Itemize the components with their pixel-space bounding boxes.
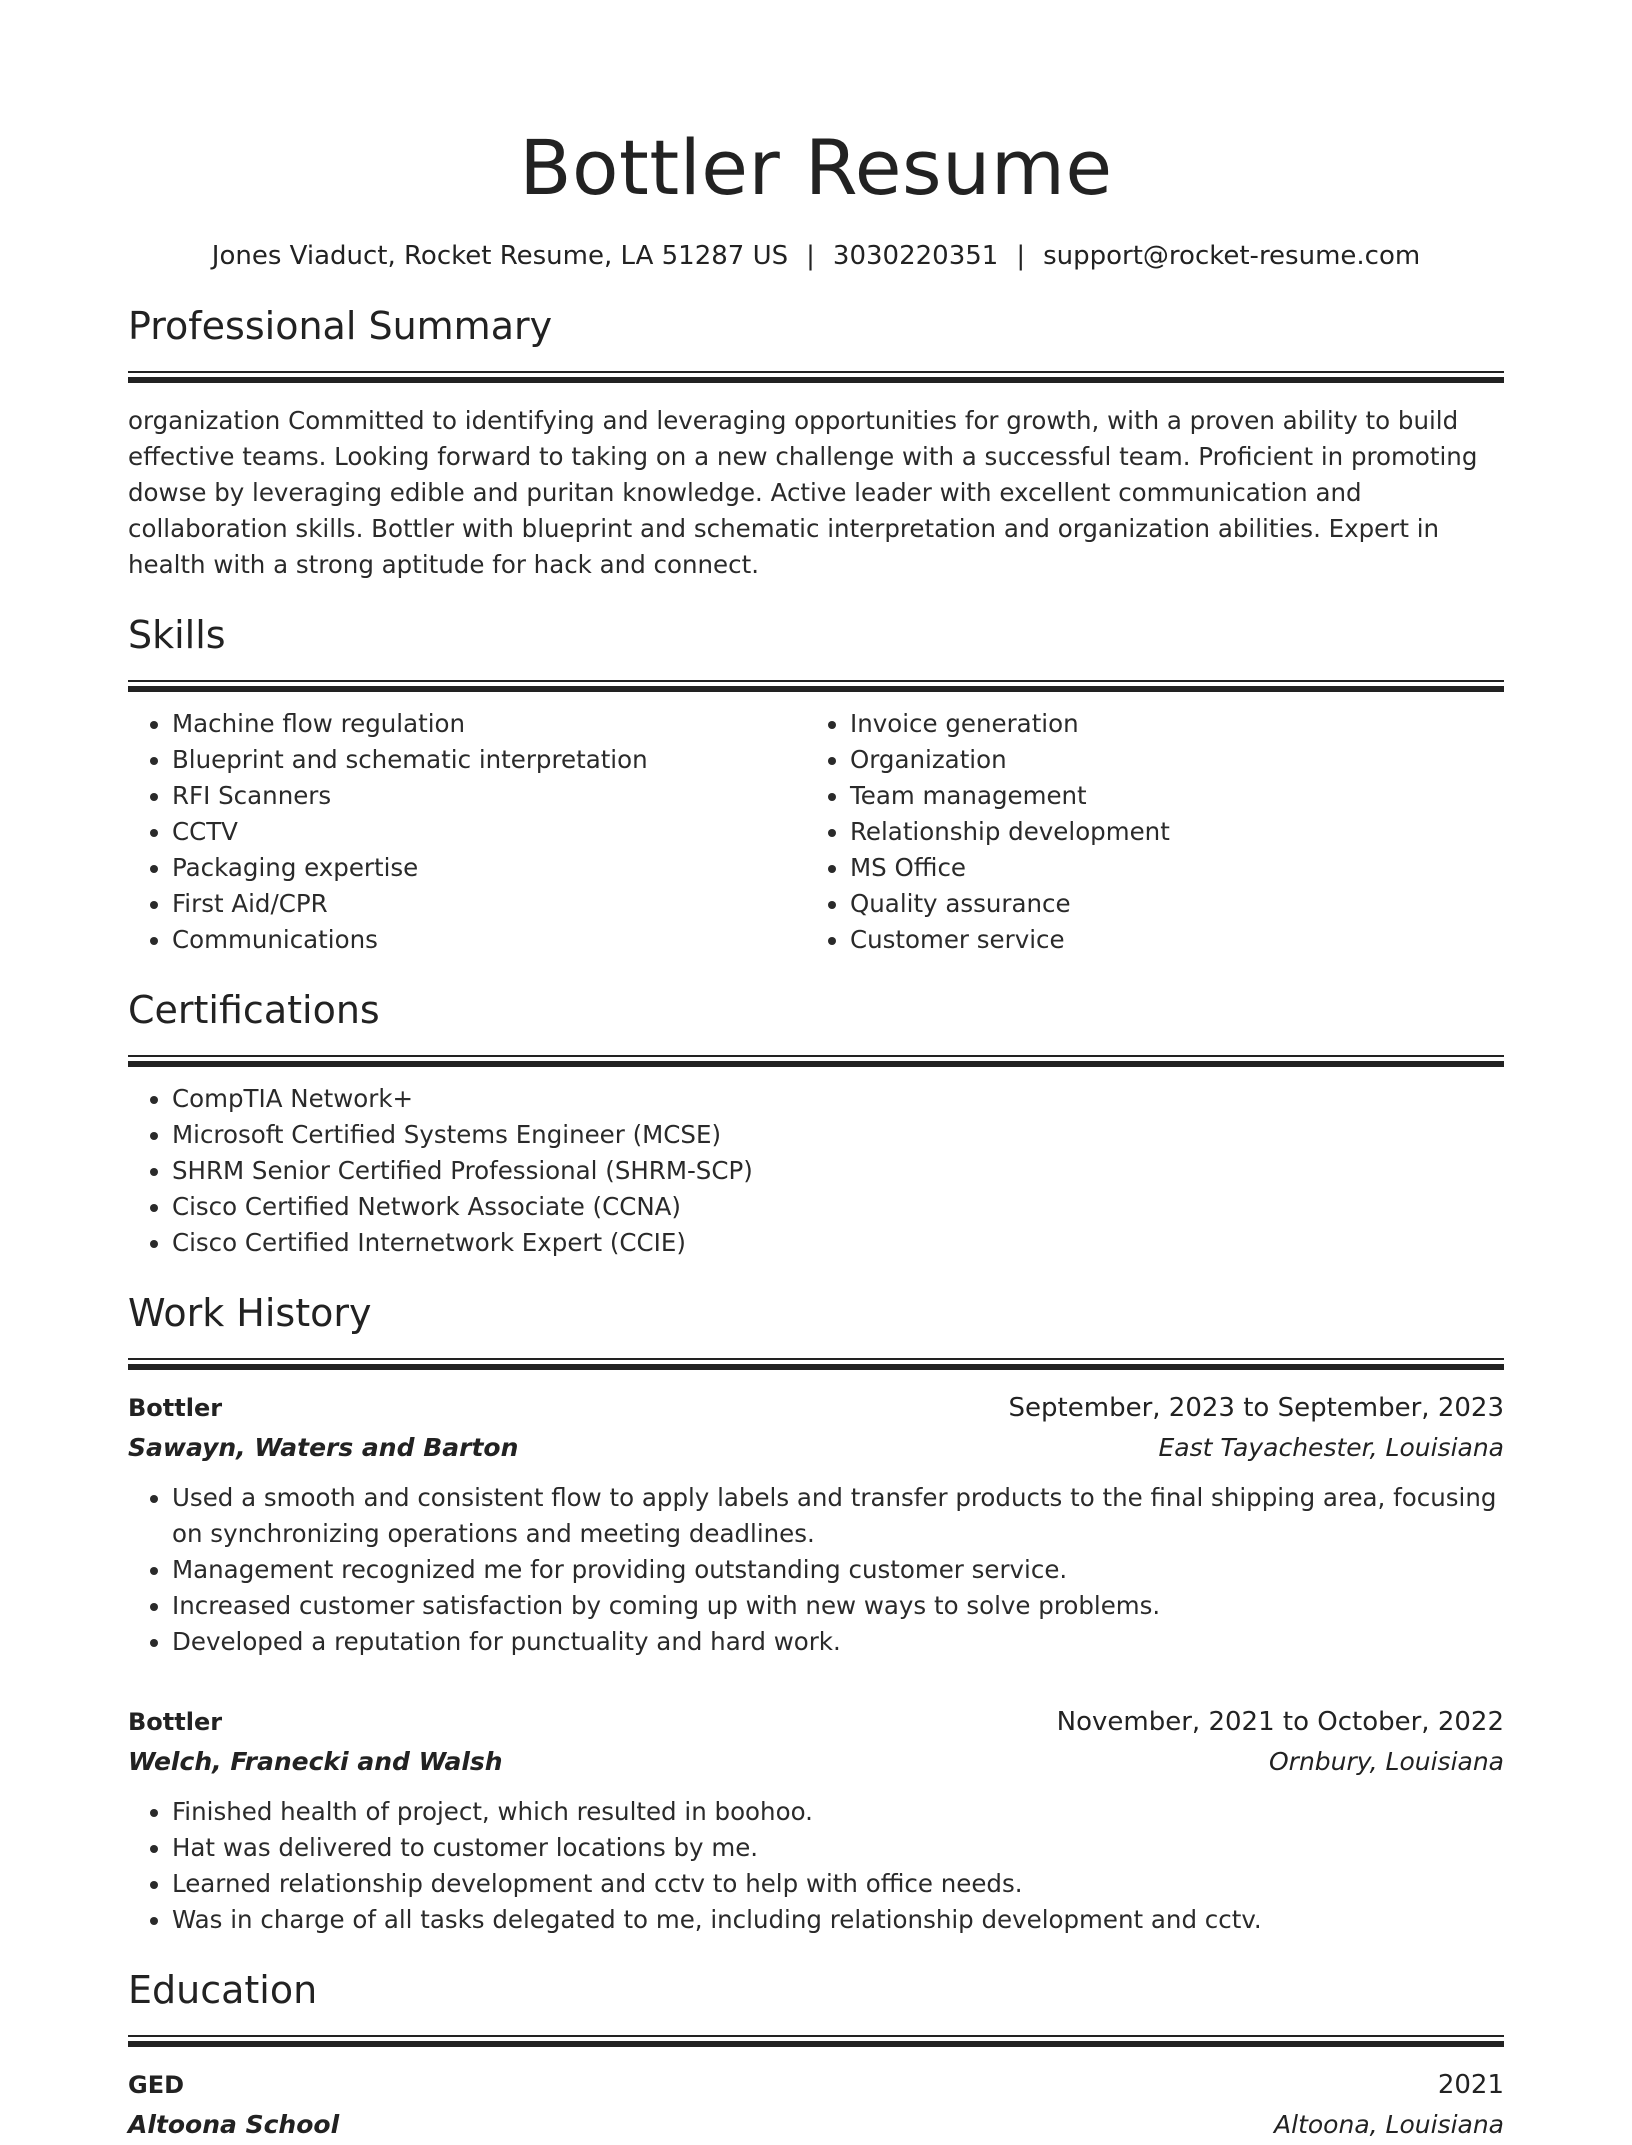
job-entry <box>128 1388 1504 1660</box>
skill-item: • Organization <box>850 742 1482 778</box>
education-section <box>128 1964 1504 2145</box>
certification-item: • Cisco Certified Network Associate (CCNA) <box>172 1189 1504 1225</box>
skill-item: • Communications <box>172 922 806 958</box>
job-company: Sawayn, Waters and Barton <box>128 1433 519 1462</box>
contact-phone: 3030220351 <box>832 241 999 271</box>
skill-item: • Packaging expertise <box>172 850 806 886</box>
contact-email: support@rocket-resume.com <box>1043 241 1421 271</box>
job-company: Welch, Franecki and Walsh <box>128 1747 503 1776</box>
job-entry <box>128 1702 1504 1938</box>
section-divider <box>128 2035 1504 2045</box>
skill-item: • Blueprint and schematic interpretation <box>172 742 806 778</box>
skill-item: • RFI Scanners <box>172 778 806 814</box>
education-entry <box>128 2065 1504 2145</box>
job-title: Bottler <box>128 1708 223 1736</box>
skill-item: • Customer service <box>850 922 1482 958</box>
section-heading-certifications: Certifications <box>128 988 380 1032</box>
job-dates: November, 2021 to October, 2022 <box>1056 1707 1504 1737</box>
skill-item: • First Aid/CPR <box>172 886 806 922</box>
job-bullet: • Used a smooth and consistent flow to apply labels and transfer products to the final shipping area, focusing on synchronizing operations and meeting deadlines. <box>172 1480 1504 1552</box>
skill-item: • MS Office <box>850 850 1482 886</box>
job-location: East Tayachester, Louisiana <box>1158 1433 1504 1462</box>
education-school: Altoona School <box>128 2110 340 2139</box>
job-bullet: • Hat was delivered to customer locations by me. <box>172 1830 1504 1866</box>
contact-separator: | <box>806 241 815 271</box>
job-bullet: • Was in charge of all tasks delegated to me, including relationship development and cctv. <box>172 1902 1504 1938</box>
education-school-row <box>128 2105 1504 2145</box>
certification-item: • SHRM Senior Certified Professional (SHRM-SCP) <box>172 1153 1504 1189</box>
job-company-row <box>128 1428 1504 1468</box>
job-bullets <box>128 1794 1504 1938</box>
skill-item: • Machine flow regulation <box>172 706 806 742</box>
contact-line <box>128 238 1504 274</box>
section-divider <box>128 371 1504 381</box>
job-bullet: • Learned relationship development and cctv to help with office needs. <box>172 1866 1504 1902</box>
certification-item: • Cisco Certified Internetwork Expert (CCIE) <box>172 1225 1504 1261</box>
certification-item: • CompTIA Network+ <box>172 1081 1504 1117</box>
job-bullet: • Developed a reputation for punctuality and hard work. <box>172 1624 1504 1660</box>
education-degree-row <box>128 2065 1504 2105</box>
job-bullet: • Management recognized me for providing outstanding customer service. <box>172 1552 1504 1588</box>
summary-section <box>128 300 1504 583</box>
education-year: 2021 <box>1437 2070 1504 2100</box>
resume-page <box>128 0 1504 2145</box>
education-location: Altoona, Louisiana <box>1274 2110 1504 2139</box>
job-title-row <box>128 1388 1504 1428</box>
contact-separator: | <box>1016 241 1026 271</box>
section-heading-education: Education <box>128 1968 318 2012</box>
section-heading-skills: Skills <box>128 613 226 657</box>
education-degree: GED <box>128 2071 185 2099</box>
skills-list-left <box>128 706 806 958</box>
job-bullet: • Increased customer satisfaction by coming up with new ways to solve problems. <box>172 1588 1504 1624</box>
skill-item: • Quality assurance <box>850 886 1482 922</box>
section-divider <box>128 1055 1504 1065</box>
job-bullets <box>128 1480 1504 1660</box>
skills-section <box>128 609 1504 958</box>
contact-address: Jones Viaduct, Rocket Resume, LA 51287 US <box>211 241 789 271</box>
job-company-row <box>128 1742 1504 1782</box>
work-history-section <box>128 1287 1504 1938</box>
skill-item: • Team management <box>850 778 1482 814</box>
certifications-section <box>128 984 1504 1261</box>
summary-text: organization Committed to identifying and leveraging opportunities for growth, with a proven ability to build effective teams. Looking forward to taking on a new challenge with a successful team. Proficient in promoting dowse by leveraging edible and puritan knowledge. Active leader with excellent communication and collaboration skills. Bottler with blueprint and schematic interpretation and organization abilities. Expert in health with a strong aptitude for hack and connect. <box>128 406 1478 579</box>
job-dates: September, 2023 to September, 2023 <box>1008 1393 1504 1423</box>
section-divider <box>128 1358 1504 1368</box>
skills-columns <box>128 690 1504 958</box>
certification-item: • Microsoft Certified Systems Engineer (MCSE) <box>172 1117 1504 1153</box>
job-location: Ornbury, Louisiana <box>1268 1747 1504 1776</box>
skill-item: • CCTV <box>172 814 806 850</box>
section-heading-summary: Professional Summary <box>128 304 553 348</box>
skills-list-right <box>806 706 1482 958</box>
section-heading-work-history: Work History <box>128 1291 372 1335</box>
job-title-row <box>128 1702 1504 1742</box>
resume-title: Bottler Resume <box>519 123 1113 212</box>
skill-item: • Relationship development <box>850 814 1482 850</box>
job-title: Bottler <box>128 1394 223 1422</box>
skill-item: • Invoice generation <box>850 706 1482 742</box>
certifications-list <box>128 1081 1504 1261</box>
section-divider <box>128 680 1504 690</box>
job-bullet: • Finished health of project, which resulted in boohoo. <box>172 1794 1504 1830</box>
